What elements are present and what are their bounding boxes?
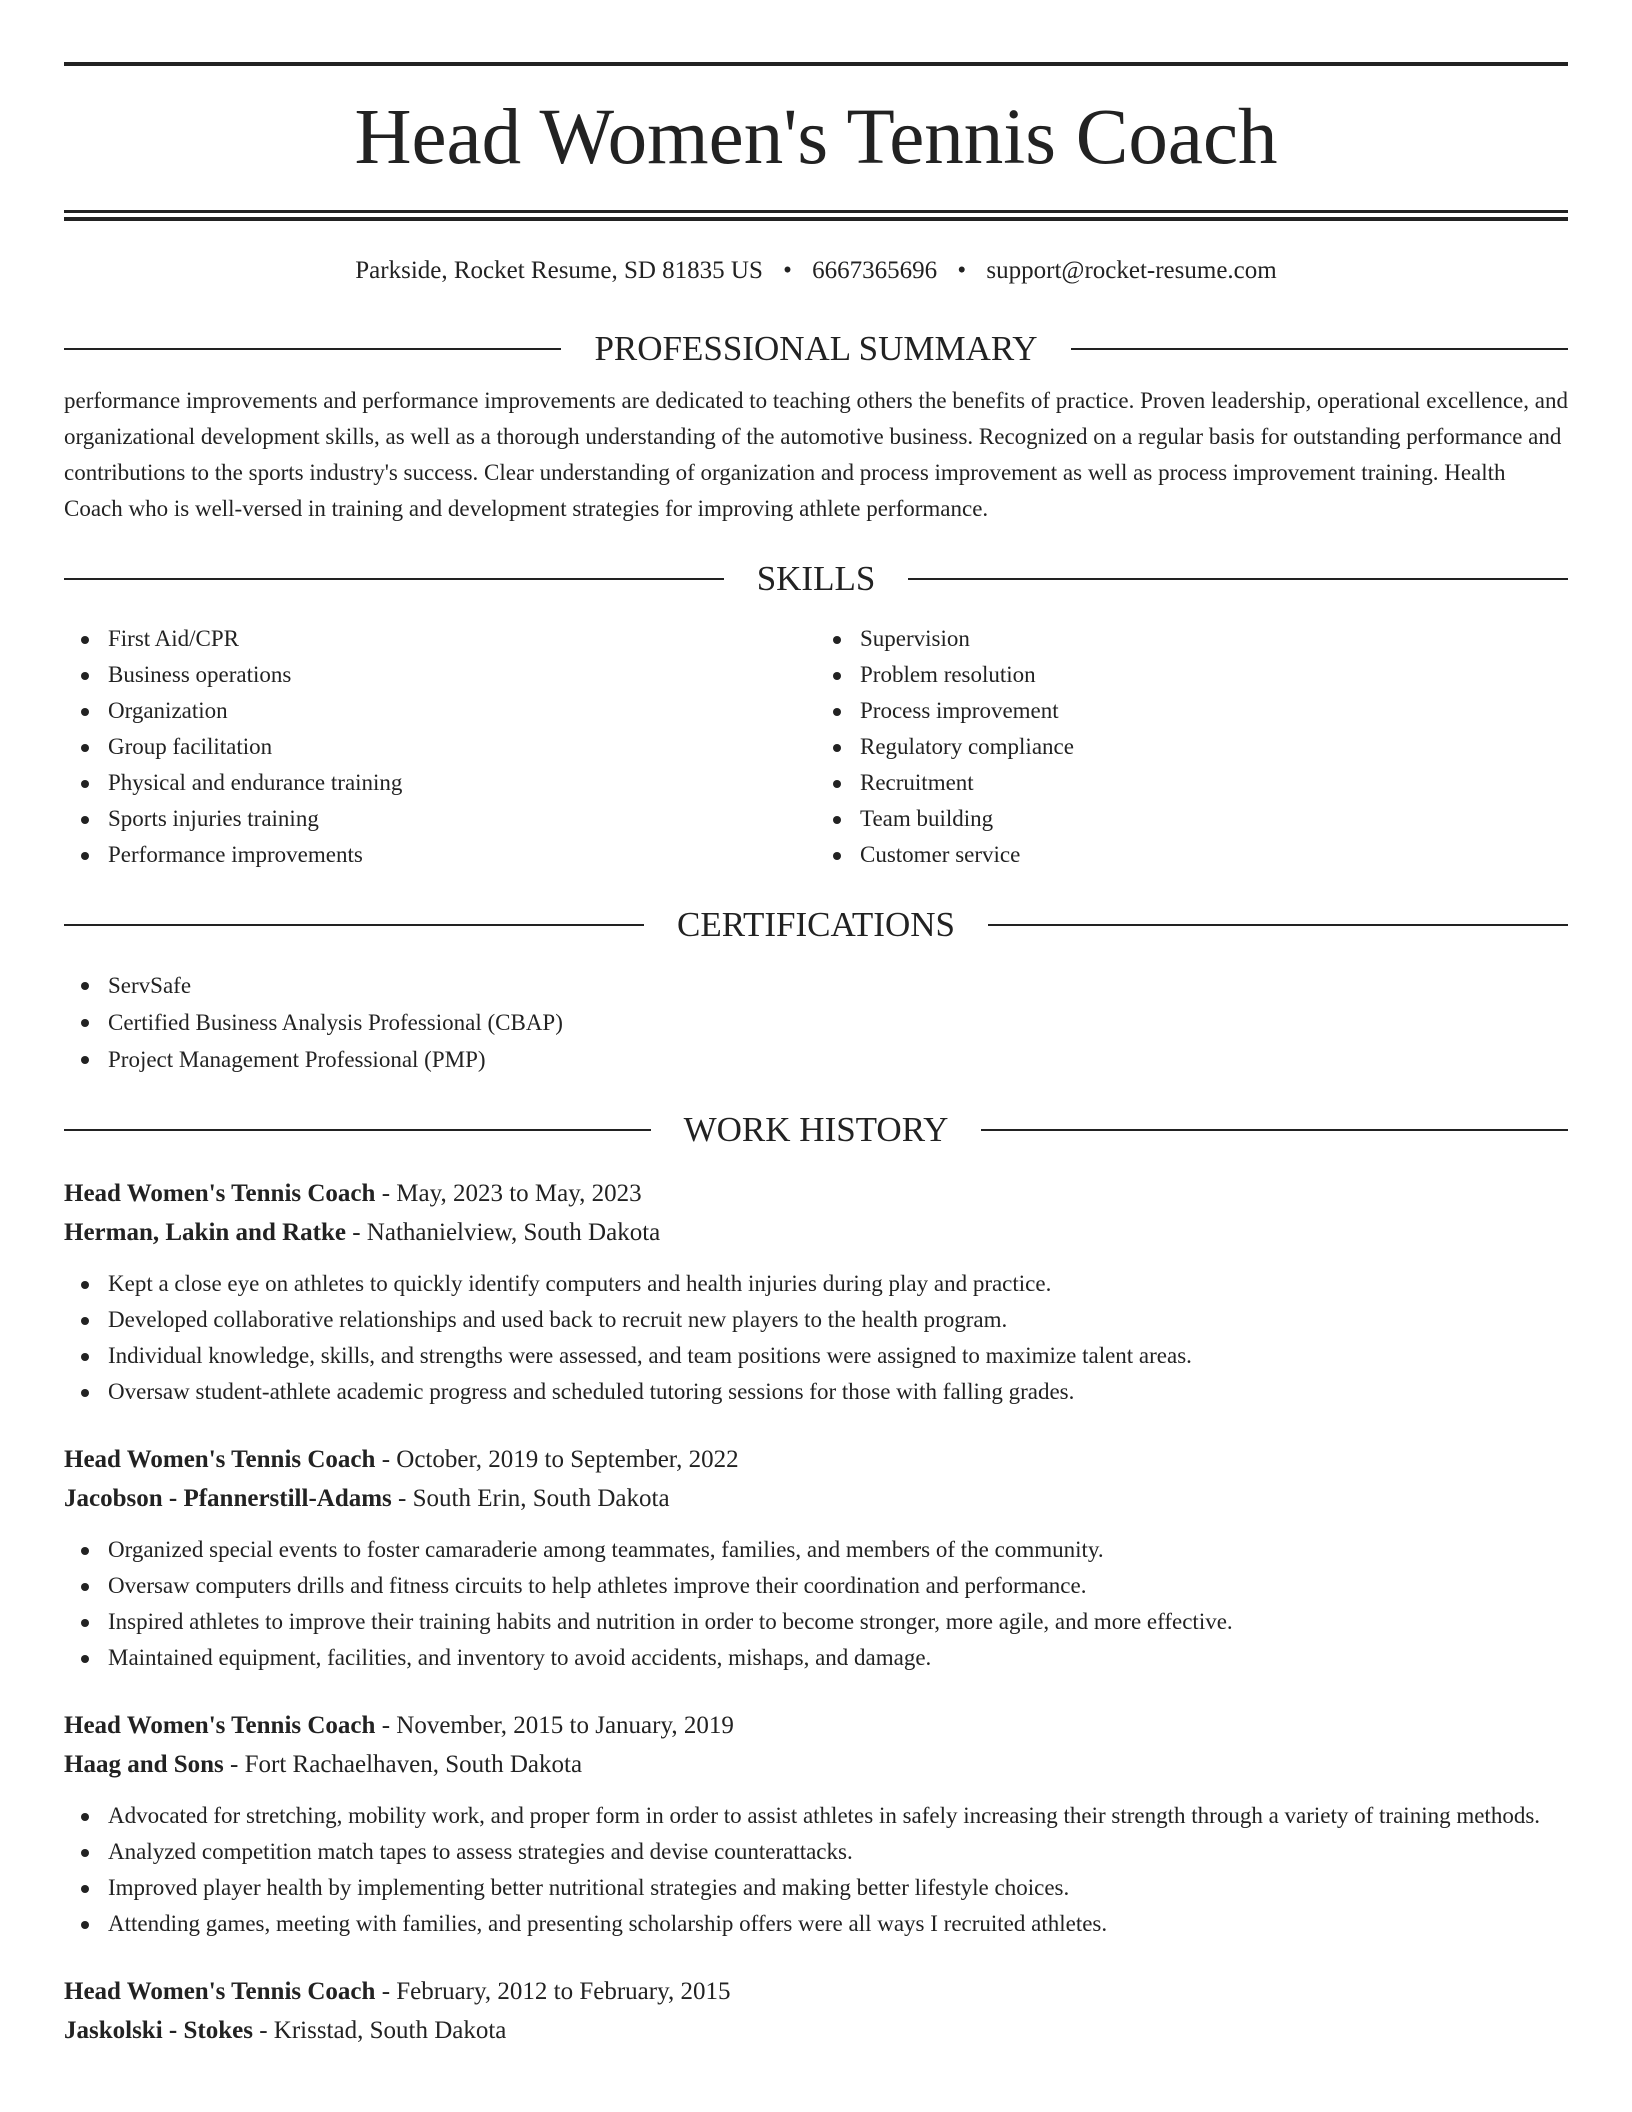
skill-item: Regulatory compliance — [816, 729, 1568, 765]
summary-text: performance improvements and performance improvements are dedicated to teaching others the benefits of practice. Proven leadership, operational excellence, and organizational development skills, as well as a thorough understanding of the automotive business. Recognized on a regular basis for outstanding performance and contributions to the sports industry's success. Clear understanding of organization and process improvement as well as process improvement training. Health Coach who is well-versed in training and development strategies for improving athlete performance. — [64, 388, 1568, 521]
certifications-heading — [64, 903, 1568, 947]
heading-rule — [64, 1129, 651, 1131]
job-bullet: Kept a close eye on athletes to quickly identify computers and health injuries during play and practice. — [64, 1266, 1568, 1302]
job-bullet: Inspired athletes to improve their training habits and nutrition in order to become stronger, more agile, and more effective. — [64, 1604, 1568, 1640]
job-title-line — [64, 1440, 1568, 1479]
heading-rule — [1071, 348, 1568, 350]
summary-title: PROFESSIONAL SUMMARY — [594, 329, 1038, 368]
contact-separator: • — [783, 257, 792, 284]
job-role: Head Women's Tennis Coach — [64, 1180, 376, 1207]
skill-item: Problem resolution — [816, 657, 1568, 693]
skill-item: Team building — [816, 801, 1568, 837]
job-company: Jaskolski - Stokes — [64, 2017, 253, 2044]
job-title-line — [64, 1174, 1568, 1213]
job-bullet: Improved player health by implementing better nutritional strategies and making better lifestyle choices. — [64, 1870, 1568, 1906]
certification-item: Project Management Professional (PMP) — [64, 1041, 1568, 1078]
job-entry — [64, 1706, 1568, 1942]
job-dates: - October, 2019 to September, 2022 — [375, 1446, 739, 1473]
job-entry — [64, 1174, 1568, 1410]
skill-item: Organization — [64, 693, 816, 729]
job-entry — [64, 1440, 1568, 1676]
job-bullet: Oversaw computers drills and fitness circuits to help athletes improve their coordination and performance. — [64, 1568, 1568, 1604]
skills-columns — [64, 621, 1568, 873]
contact-line — [64, 255, 1568, 287]
job-role: Head Women's Tennis Coach — [64, 1712, 376, 1739]
heading-rule — [64, 578, 724, 580]
job-bullet: Advocated for stretching, mobility work, and proper form in order to assist athletes in safely increasing their strength through a variety of training methods. — [64, 1798, 1568, 1834]
contact-address: Parkside, Rocket Resume, SD 81835 US — [355, 257, 763, 284]
heading-rule — [64, 348, 561, 350]
skill-item: Recruitment — [816, 765, 1568, 801]
certifications-title: CERTIFICATIONS — [677, 905, 955, 944]
skills-list-right — [816, 621, 1568, 873]
job-title-line — [64, 1706, 1568, 1745]
skill-item: Process improvement — [816, 693, 1568, 729]
double-rule — [64, 210, 1568, 221]
job-bullet: Maintained equipment, facilities, and inventory to avoid accidents, mishaps, and damage. — [64, 1640, 1568, 1676]
contact-phone: 6667365696 — [812, 257, 938, 284]
skills-list-left — [64, 621, 816, 873]
job-location: - Nathanielview, South Dakota — [345, 1219, 661, 1246]
job-company-line — [64, 1213, 1568, 1252]
certification-item: Certified Business Analysis Professional (CBAP) — [64, 1004, 1568, 1041]
job-bullets — [64, 1532, 1568, 1676]
job-location: - Krisstad, South Dakota — [252, 2017, 507, 2044]
heading-rule — [64, 924, 644, 926]
job-location: - South Erin, South Dakota — [391, 1485, 670, 1512]
contact-separator: • — [957, 257, 967, 284]
job-bullet: Organized special events to foster camaraderie among teammates, families, and members of the community. — [64, 1532, 1568, 1568]
skill-item: First Aid/CPR — [64, 621, 816, 657]
heading-rule — [908, 578, 1568, 580]
job-bullet: Attending games, meeting with families, and presenting scholarship offers were all ways I recruited athletes. — [64, 1906, 1568, 1942]
job-bullet: Oversaw student-athlete academic progress and scheduled tutoring sessions for those with falling grades. — [64, 1374, 1568, 1410]
job-company-line — [64, 1745, 1568, 1784]
job-entry — [64, 1972, 1568, 2050]
skill-item: Performance improvements — [64, 837, 816, 873]
job-location: - Fort Rachaelhaven, South Dakota — [223, 1751, 583, 1778]
resume-name: Head Women's Tennis Coach — [354, 94, 1278, 181]
heading-rule — [981, 1129, 1568, 1131]
job-company-line — [64, 1479, 1568, 1518]
skills-heading — [64, 557, 1568, 601]
certification-item: ServSafe — [64, 967, 1568, 1004]
certifications-list — [64, 967, 1568, 1078]
job-company: Jacobson - Pfannerstill-Adams — [64, 1485, 392, 1512]
job-dates: - May, 2023 to May, 2023 — [375, 1180, 642, 1207]
job-company-line — [64, 2011, 1568, 2050]
job-company: Herman, Lakin and Ratke — [64, 1219, 346, 1246]
contact-email: support@rocket-resume.com — [986, 257, 1277, 284]
job-role: Head Women's Tennis Coach — [64, 1978, 376, 2005]
job-dates: - February, 2012 to February, 2015 — [375, 1978, 731, 2005]
job-bullet: Analyzed competition match tapes to assess strategies and devise counterattacks. — [64, 1834, 1568, 1870]
skills-title: SKILLS — [756, 559, 876, 598]
work-heading — [64, 1108, 1568, 1152]
skill-item: Business operations — [64, 657, 816, 693]
top-rule — [64, 62, 1568, 66]
job-title-line — [64, 1972, 1568, 2011]
job-bullet: Developed collaborative relationships and used back to recruit new players to the health program. — [64, 1302, 1568, 1338]
heading-rule — [988, 924, 1568, 926]
job-company: Haag and Sons — [64, 1751, 224, 1778]
job-role: Head Women's Tennis Coach — [64, 1446, 376, 1473]
job-bullets — [64, 1798, 1568, 1942]
skill-item: Sports injuries training — [64, 801, 816, 837]
work-title: WORK HISTORY — [683, 1110, 949, 1149]
skill-item: Physical and endurance training — [64, 765, 816, 801]
skill-item: Group facilitation — [64, 729, 816, 765]
job-dates: - November, 2015 to January, 2019 — [375, 1712, 734, 1739]
job-bullet: Individual knowledge, skills, and strengths were assessed, and team positions were assigned to maximize talent areas. — [64, 1338, 1568, 1374]
skill-item: Customer service — [816, 837, 1568, 873]
skill-item: Supervision — [816, 621, 1568, 657]
job-bullets — [64, 1266, 1568, 1410]
summary-heading — [64, 327, 1568, 371]
